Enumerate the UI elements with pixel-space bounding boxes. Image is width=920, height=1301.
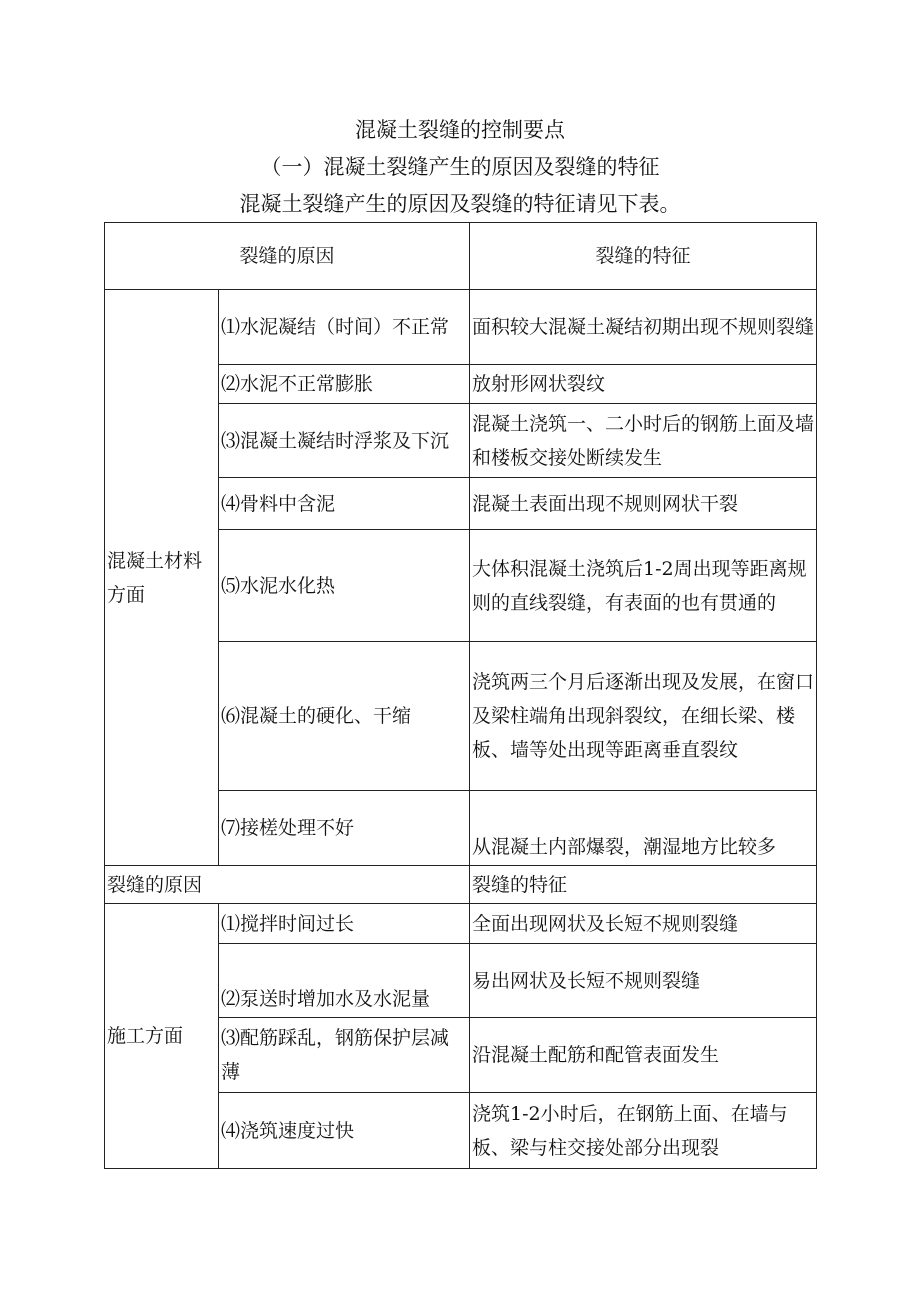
cause-cell: ⑵水泥不正常膨胀 xyxy=(219,365,470,404)
feature-cell: 沿混凝土配筋和配管表面发生 xyxy=(470,1018,817,1093)
feature-cell: 浇筑两三个月后逐渐出现及发展，在窗口及梁柱端角出现斜裂纹，在细长梁、楼板、墙等处出现等距离垂直裂纹 xyxy=(470,642,817,791)
table-header-row xyxy=(105,223,817,290)
subheader-cause: 裂缝的原因 xyxy=(105,866,470,904)
subheader-feature: 裂缝的特征 xyxy=(470,866,817,904)
cause-cell: ⑷浇筑速度过快 xyxy=(219,1093,470,1169)
feature-cell: 混凝土表面出现不规则网状干裂 xyxy=(470,478,817,530)
cause-cell: ⑹混凝土的硬化、干缩 xyxy=(219,642,470,791)
intro-text: 混凝土裂缝产生的原因及裂缝的特征请见下表。 xyxy=(239,192,681,216)
section-heading: （一）混凝土裂缝产生的原因及裂缝的特征 xyxy=(260,155,660,179)
cause-cell: ⑺接槎处理不好 xyxy=(219,791,470,866)
cause-cell: ⑷骨料中含泥 xyxy=(219,478,470,530)
cause-cell: ⑴水泥凝结（时间）不正常 xyxy=(219,290,470,365)
table-subheader-row xyxy=(105,866,817,904)
feature-cell: 全面出现网状及长短不规则裂缝 xyxy=(470,904,817,944)
document-title: 混凝土裂缝的控制要点 xyxy=(355,118,565,142)
group-label-material: 混凝土材料方面 xyxy=(105,290,219,866)
crack-cause-table xyxy=(104,222,817,1169)
feature-cell: 混凝土浇筑一、二小时后的钢筋上面及墙和楼板交接处断续发生 xyxy=(470,404,817,478)
cause-cell: ⑴搅拌时间过长 xyxy=(219,904,470,944)
feature-cell: 从混凝土内部爆裂，潮湿地方比较多 xyxy=(470,791,817,866)
cause-cell: ⑵泵送时增加水及水泥量 xyxy=(219,944,470,1018)
header-cause: 裂缝的原因 xyxy=(105,223,470,290)
group-label-construction: 施工方面 xyxy=(105,904,219,1169)
header-feature: 裂缝的特征 xyxy=(470,223,817,290)
cause-cell: ⑶混凝土凝结时浮浆及下沉 xyxy=(219,404,470,478)
feature-cell: 大体积混凝土浇筑后1-2周出现等距离规则的直线裂缝，有表面的也有贯通的 xyxy=(470,530,817,642)
feature-cell: 易出网状及长短不规则裂缝 xyxy=(470,944,817,1018)
feature-cell: 放射形网状裂纹 xyxy=(470,365,817,404)
feature-cell: 面积较大混凝土凝结初期出现不规则裂缝 xyxy=(470,290,817,365)
cause-cell: ⑸水泥水化热 xyxy=(219,530,470,642)
feature-cell: 浇筑1-2小时后，在钢筋上面、在墙与板、梁与柱交接处部分出现裂 xyxy=(470,1093,817,1169)
cause-cell: ⑶配筋踩乱，钢筋保护层减薄 xyxy=(219,1018,470,1093)
table-row xyxy=(105,290,817,365)
table-row xyxy=(105,904,817,944)
